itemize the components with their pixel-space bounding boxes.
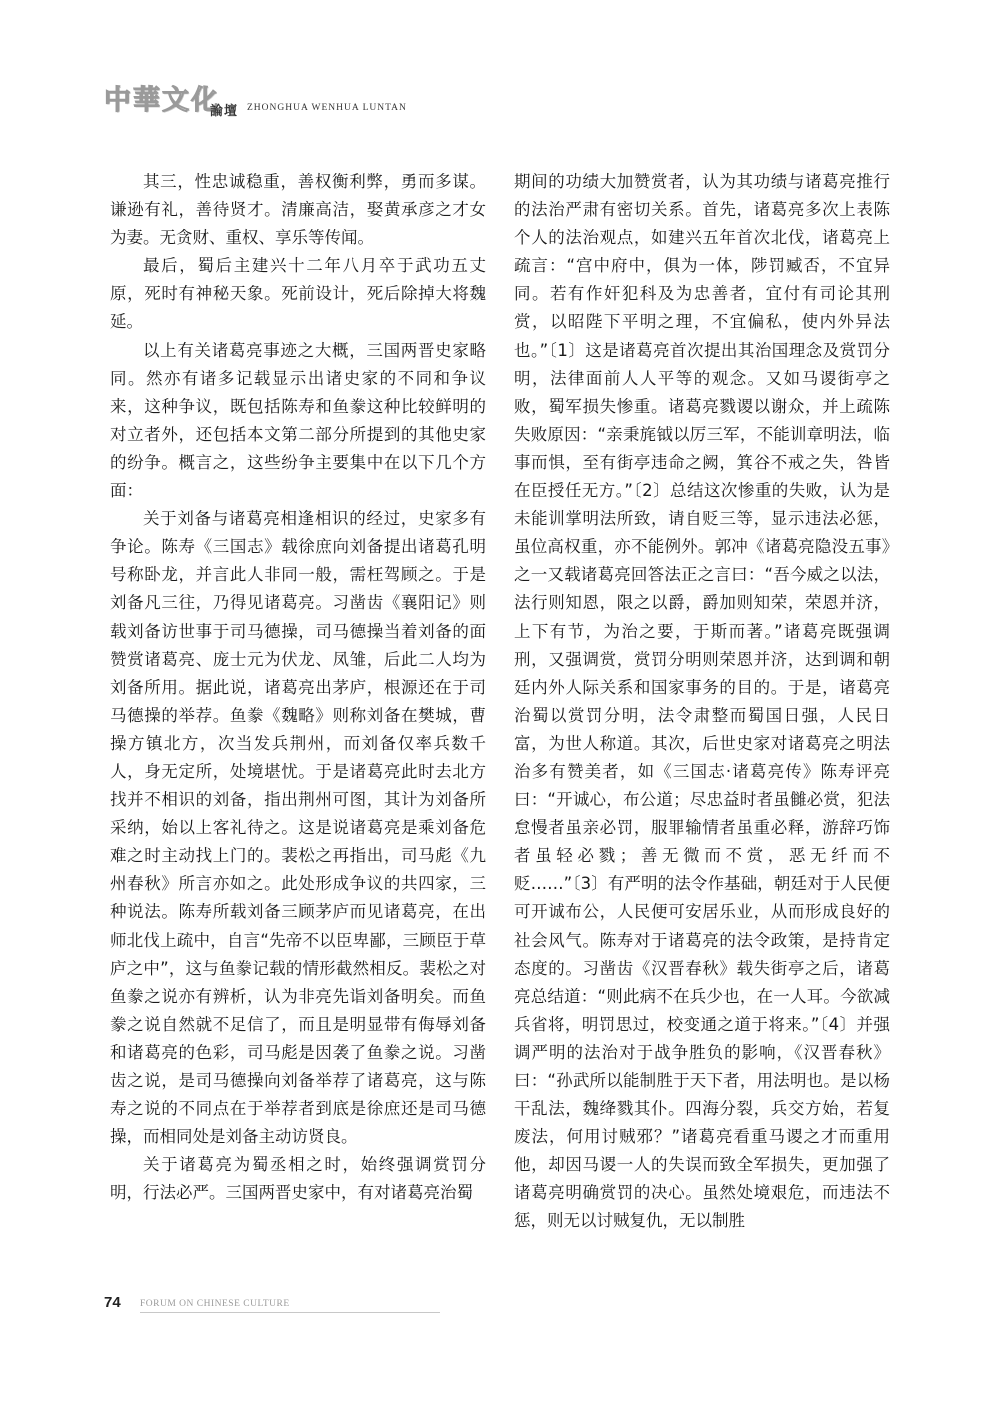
right-column: [514, 168, 890, 1236]
paragraph: 其三，性忠诚稳重，善权衡利弊，勇而多谋。谦逊有礼，善待贤才。清廉高洁，娶黄承彦之才女为妻。无贪财、重权、享乐等传闻。: [110, 172, 486, 248]
journal-header: [104, 78, 704, 118]
paragraph: 最后，蜀后主建兴十二年八月卒于武功五丈原，死时有神秘天象。死前设计，死后除掉大将魏延。: [110, 256, 486, 332]
left-column: [110, 168, 486, 1207]
paragraph: 关于刘备与诸葛亮相逢相识的经过，史家多有争论。陈寿《三国志》载徐庶向刘备提出诸葛孔明号称卧龙，并言此人非同一般，需枉驾顾之。于是刘备凡三往，乃得见诸葛亮。习凿齿《襄阳记》则载刘备访世事于司马德操，司马德操当着刘备的面赞赏诸葛亮、庞士元为伏龙、凤雏，后此二人均为刘备所用。据此说，诸葛亮出茅庐，根源还在于司马德操的举荐。鱼豢《魏略》则称刘备在樊城，曹操方镇北方，次当发兵荆州，而刘备仅率兵数千人，身无定所，处境堪忧。于是诸葛亮此时去北方找并不相识的刘备，指出荆州可图，其计为刘备所采纳，始以上客礼待之。这是说诸葛亮是乘刘备危难之时主动找上门的。裴松之再指出，司马彪《九州春秋》所言亦如之。此处形成争议的共四家，三种说法。陈寿所载刘备三顾茅庐而见诸葛亮，在出师北伐上疏中，自言“先帝不以臣卑鄙，三顾臣于草庐之中”，这与鱼豢记载的情形截然相反。裴松之对鱼豢之说亦有辨析，认为非亮先诣刘备明矣。而鱼豢之说自然就不足信了，而且是明显带有侮辱刘备和诸葛亮的色彩，司马彪是因袭了鱼豢之说。习凿齿之说，是司马德操向刘备举荐了诸葛亮，这与陈寿之说的不同点在于举荐者到底是徐庶还是司马德操，而相同处是刘备主动访贤良。: [110, 509, 486, 1147]
footer-divider: [140, 1312, 440, 1313]
paragraph: 关于诸葛亮为蜀丞相之时，始终强调赏罚分明，行法必严。三国两晋史家中，有对诸葛亮治蜀: [110, 1155, 486, 1203]
journal-name-english: ZHONGHUA WENHUA LUNTAN: [247, 103, 407, 113]
journal-logo: [104, 78, 220, 116]
journal-name-footer: FORUM ON CHINESE CULTURE: [140, 1299, 290, 1309]
page-number: 74: [104, 1294, 121, 1311]
paragraph: 期间的功绩大加赞赏者，认为其功绩与诸葛亮推行的法治严肃有密切关系。首先，诸葛亮多次上表陈个人的法治观点，如建兴五年首次北伐，诸葛亮上疏言：“宫中府中，俱为一体，陟罚臧否，不宜异同。若有作奸犯科及为忠善者，宜付有司论其刑赏，以昭陛下平明之理，不宜偏私，使内外异法也。”〔1〕这是诸葛亮首次提出其治国理念及赏罚分明，法律面前人人平等的观念。又如马谡街亭之败，蜀军损失惨重。诸葛亮戮谡以谢众，并上疏陈失败原因：“亲秉旄钺以厉三军，不能训章明法，临事而惧，至有街亭违命之阙，箕谷不戒之失，咎皆在臣授任无方。”〔2〕总结这次惨重的失败，认为是未能训掌明法所致，请自贬三等，显示违法必惩，虽位高权重，亦不能例外。郭冲《诸葛亮隐没五事》之一又载诸葛亮回答法正之言曰：“吾今威之以法，法行则知恩，限之以爵，爵加则知荣，荣恩并济，上下有节，为治之要，于斯而著。”诸葛亮既强调刑，又强调赏，赏罚分明则荣恩并济，达到调和朝廷内外人际关系和国家事务的目的。于是，诸葛亮治蜀以赏罚分明，法令肃整而蜀国日强，人民日富，为世人称道。其次，后世史家对诸葛亮之明法治多有赞美者，如《三国志·诸葛亮传》陈寿评亮曰：“开诚心，布公道；尽忠益时者虽雠必赏，犯法怠慢者虽亲必罚，服罪输情者虽重必释，游辞巧饰者虽轻必戮；善无微而不赏，恶无纤而不贬……”〔3〕有严明的法令作基础，朝廷对于人民便可开诚布公，人民便可安居乐业，从而形成良好的社会风气。陈寿对于诸葛亮的法令政策，是持肯定态度的。习凿齿《汉晋春秋》载失街亭之后，诸葛亮总结道：“则此病不在兵少也，在一人耳。今欲减兵省将，明罚思过，校变通之道于将来。”〔4〕并强调严明的法治对于战争胜负的影响，《汉晋春秋》曰：“孙武所以能制胜于天下者，用法明也。是以杨干乱法，魏绛戮其仆。四海分裂，兵交方始，若复废法，何用讨贼邪？”诸葛亮看重马谡之才而重用他，却因马谡一人的失误而致全军损失，更加强了诸葛亮明确赏罚的决心。虽然处境艰危，而违法不惩，则无以讨贼复仇，无以制胜: [514, 172, 890, 1231]
logo-subtitle: 論壇: [210, 104, 239, 119]
logo-text: 中華文化: [104, 84, 220, 116]
page-footer: [104, 1290, 340, 1320]
paragraph: 以上有关诸葛亮事迹之大概，三国两晋史家略同。然亦有诸多记载显示出诸史家的不同和争议来，这种争议，既包括陈寿和鱼豢这种比较鲜明的对立者外，还包括本文第二部分所提到的其他史家的纷争。概言之，这些纷争主要集中在以下几个方面：: [110, 340, 486, 501]
